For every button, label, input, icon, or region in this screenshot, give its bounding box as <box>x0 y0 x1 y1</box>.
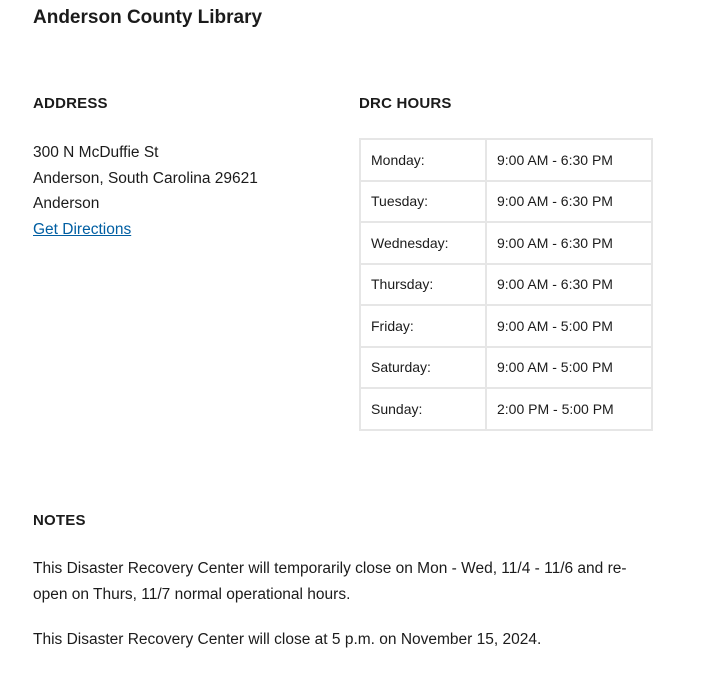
hours-table <box>359 138 653 431</box>
hours-time: 9:00 AM - 6:30 PM <box>486 139 652 181</box>
address-street: 300 N McDuffie St <box>33 144 159 161</box>
page-title: Anderson County Library <box>33 7 263 28</box>
hours-row <box>360 388 652 430</box>
hours-row <box>360 181 652 223</box>
hours-time: 9:00 AM - 5:00 PM <box>486 347 652 389</box>
hours-day: Monday: <box>360 139 486 181</box>
notes-paragraph: This Disaster Recovery Center will temporarily close on Mon - Wed, 11/4 - 11/6 and re-open on Thurs, 11/7 normal operational hours. <box>33 560 627 603</box>
hours-day: Wednesday: <box>360 222 486 264</box>
hours-heading: DRC HOURS <box>359 95 452 112</box>
hours-row <box>360 139 652 181</box>
address-heading: ADDRESS <box>33 95 108 112</box>
hours-row <box>360 222 652 264</box>
hours-day: Saturday: <box>360 347 486 389</box>
hours-time: 9:00 AM - 6:30 PM <box>486 181 652 223</box>
notes-paragraph: This Disaster Recovery Center will close at 5 p.m. on November 15, 2024. <box>33 631 542 648</box>
hours-day: Tuesday: <box>360 181 486 223</box>
address-city-state-zip: Anderson, South Carolina 29621 <box>33 169 258 187</box>
hours-row <box>360 347 652 389</box>
hours-day: Sunday: <box>360 388 486 430</box>
hours-row <box>360 264 652 306</box>
hours-time: 9:00 AM - 6:30 PM <box>486 222 652 264</box>
notes-heading: NOTES <box>33 512 86 529</box>
address-block <box>33 140 258 242</box>
hours-row <box>360 305 652 347</box>
notes-body <box>33 556 653 673</box>
hours-time: 2:00 PM - 5:00 PM <box>486 388 652 430</box>
hours-time: 9:00 AM - 5:00 PM <box>486 305 652 347</box>
address-county: Anderson <box>33 195 100 212</box>
hours-day: Thursday: <box>360 264 486 306</box>
hours-time: 9:00 AM - 6:30 PM <box>486 264 652 306</box>
hours-day: Friday: <box>360 305 486 347</box>
get-directions-link[interactable]: Get Directions <box>33 220 132 238</box>
